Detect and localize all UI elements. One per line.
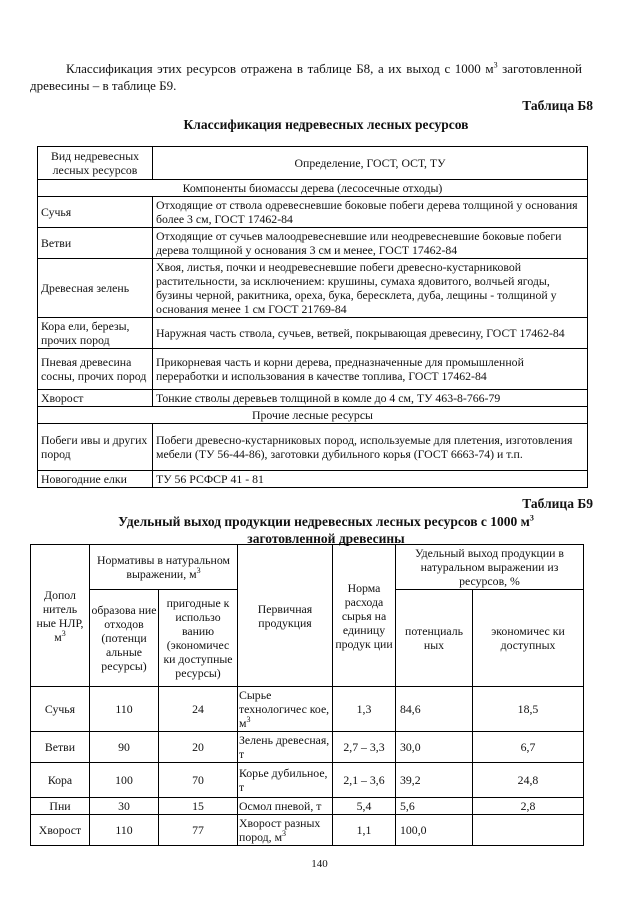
table-row — [31, 687, 584, 732]
resource-definition: ТУ 56 РСФСР 41 - 81 — [153, 471, 588, 488]
resource-definition: Отходящие от сучьев малоодревесневшие или неодревесневшие боковые побеги дерева толщиной у основания 3 см и менее, ГОСТ 17462-84 — [153, 228, 588, 259]
usable-volume: 20 — [159, 732, 238, 763]
resource-name: Хворост — [31, 815, 90, 846]
intro-sup: 3 — [493, 60, 498, 70]
table-b9 — [30, 544, 584, 846]
header-col-type: Вид недревесных лесных ресурсов — [38, 147, 153, 180]
consumption-rate: 2,1 – 3,6 — [333, 763, 396, 798]
table-row — [38, 318, 588, 349]
section-row — [38, 407, 588, 424]
usable-volume: 70 — [159, 763, 238, 798]
header-primary-product: Первичная продукция — [238, 545, 333, 687]
resource-definition: Наружная часть ствола, сучьев, ветвей, покрывающая древесину, ГОСТ 17462-84 — [153, 318, 588, 349]
resource-name: Сучья — [38, 197, 153, 228]
header-norms-usable: пригодные к использо ванию (экономичес ки доступные ресурсы) — [159, 590, 238, 687]
resource-definition: Отходящие от ствола одревесневшие боковые побеги дерева толщиной у основания более 3 см, ГОСТ 17462-84 — [153, 197, 588, 228]
header-extra-resources — [31, 545, 90, 687]
table-row — [38, 228, 588, 259]
table-b9-body — [31, 687, 584, 846]
header-consumption-rate: Норма расхода сырья на единицу продук ции — [333, 545, 396, 687]
yield-economic: 2,8 — [473, 798, 584, 815]
table-row — [31, 815, 584, 846]
resource-name: Сучья — [31, 687, 90, 732]
table-b9-title — [30, 513, 622, 547]
table-b8-group-2 — [38, 424, 588, 488]
section-row — [38, 180, 588, 197]
table-b8-group-1 — [38, 197, 588, 407]
consumption-rate: 2,7 – 3,3 — [333, 732, 396, 763]
yield-economic: 24,8 — [473, 763, 584, 798]
consumption-rate: 1,1 — [333, 815, 396, 846]
intro-paragraph — [30, 60, 582, 94]
resource-name: Хворост — [38, 390, 153, 407]
unit-sup: 3 — [246, 715, 251, 725]
yield-economic: 6,7 — [473, 732, 584, 763]
table-b8 — [37, 146, 588, 488]
resource-name: Древесная зелень — [38, 259, 153, 318]
resource-definition: Прикорневая часть и корни дерева, предназначенные для промышленной переработки и использования в качестве топлива, ГОСТ 17462-84 — [153, 349, 588, 390]
table-row — [38, 424, 588, 471]
primary-product-text: Зелень древесная, т — [239, 733, 330, 761]
table-row — [38, 471, 588, 488]
table-b9-title-line-1: Удельный выход продукции недревесных лесных ресурсов с 1000 м — [118, 514, 530, 529]
section-other: Прочие лесные ресурсы — [38, 407, 588, 424]
primary-product — [238, 732, 333, 763]
resource-name: Пни — [31, 798, 90, 815]
resource-name: Кора — [31, 763, 90, 798]
usable-volume: 15 — [159, 798, 238, 815]
intro-line-2: заготовленной древесины – в таблице Б9. — [30, 61, 583, 93]
table-row — [38, 349, 588, 390]
table-b8-label: Таблица Б8 — [522, 98, 593, 113]
yield-potential: 30,0 — [396, 732, 473, 763]
yield-potential: 39,2 — [396, 763, 473, 798]
primary-product-text: Осмол пневой, т — [239, 799, 322, 813]
intro-line-1: Классификация этих ресурсов отражена в таблице Б8, а их выход с 1000 м — [66, 61, 494, 76]
header-extra-sup: 3 — [61, 628, 66, 638]
consumption-rate: 1,3 — [333, 687, 396, 732]
table-row — [38, 197, 588, 228]
yield-economic: 18,5 — [473, 687, 584, 732]
primary-product — [238, 798, 333, 815]
table-row — [31, 763, 584, 798]
resource-name: Побеги ивы и других пород — [38, 424, 153, 471]
header-yield-potential: потенциаль ных — [396, 590, 473, 687]
yield-potential: 84,6 — [396, 687, 473, 732]
header-col-definition: Определение, ГОСТ, ОСТ, ТУ — [153, 147, 588, 180]
primary-product-text: Сырье технологичес кое, м — [239, 688, 330, 730]
usable-volume: 24 — [159, 687, 238, 732]
header-norms-waste: образова ние отходов (потенци альные ресурсы) — [90, 590, 159, 687]
table-b8-title: Классификация недревесных лесных ресурсов — [183, 117, 469, 132]
header-norms-text: Нормативы в натуральном выражении, м — [97, 553, 230, 581]
resource-definition: Хвоя, листья, почки и неодревесневшие побеги древесно-кустарниковой растительности, за исключением: крушины, сумаха ядовитого, волчьей ягоды, бузины черной, ракитника, ореха, бука, бересклета, дуба, лещины - толщиной у основания менее 1 см ГОСТ 21769-84 — [153, 259, 588, 318]
table-row — [31, 798, 584, 815]
header-yield-economic: экономичес ки доступных — [473, 590, 584, 687]
table-row — [38, 390, 588, 407]
waste-volume: 110 — [90, 815, 159, 846]
table-header-row — [38, 147, 588, 180]
header-extra-resources-text: Допол нитель ные НЛР, м — [36, 587, 84, 644]
usable-volume: 77 — [159, 815, 238, 846]
resource-name: Кора ели, березы, прочих пород — [38, 318, 153, 349]
table-b9-label: Таблица Б9 — [522, 496, 593, 511]
resource-name: Ветви — [38, 228, 153, 259]
table-b9-title-sup: 3 — [529, 513, 534, 523]
waste-volume: 30 — [90, 798, 159, 815]
waste-volume: 100 — [90, 763, 159, 798]
resource-name: Пневая древесина сосны, прочих пород — [38, 349, 153, 390]
primary-product — [238, 815, 333, 846]
primary-product-text: Хворост разных пород, м — [239, 816, 321, 844]
resource-name: Ветви — [31, 732, 90, 763]
waste-volume: 110 — [90, 687, 159, 732]
page-number: 140 — [311, 858, 328, 870]
yield-economic — [473, 815, 584, 846]
primary-product — [238, 687, 333, 732]
unit-sup: 3 — [282, 829, 287, 839]
section-biomass: Компоненты биомассы дерева (лесосечные отходы) — [38, 180, 588, 197]
primary-product-text: Корье дубильное, т — [239, 766, 328, 794]
yield-potential: 5,6 — [396, 798, 473, 815]
header-norms-sup: 3 — [196, 566, 201, 576]
resource-name: Новогодние елки — [38, 471, 153, 488]
resource-definition: Побеги древесно-кустарниковых пород, используемые для плетения, изготовления мебели (ТУ 56-44-86), заготовки дубильного корья (ГОСТ 6663-74) и т.п. — [153, 424, 588, 471]
consumption-rate: 5,4 — [333, 798, 396, 815]
table-row — [31, 732, 584, 763]
waste-volume: 90 — [90, 732, 159, 763]
table-b9-title-line-2: заготовленной древесины — [247, 531, 405, 546]
primary-product — [238, 763, 333, 798]
resource-definition: Тонкие стволы деревьев толщиной в комле до 4 см, ТУ 463-8-766-79 — [153, 390, 588, 407]
table-header-row — [31, 545, 584, 590]
yield-potential: 100,0 — [396, 815, 473, 846]
header-norms — [90, 545, 238, 590]
header-yield: Удельный выход продукции в натуральном выражении из ресурсов, % — [396, 545, 584, 590]
table-row — [38, 259, 588, 318]
